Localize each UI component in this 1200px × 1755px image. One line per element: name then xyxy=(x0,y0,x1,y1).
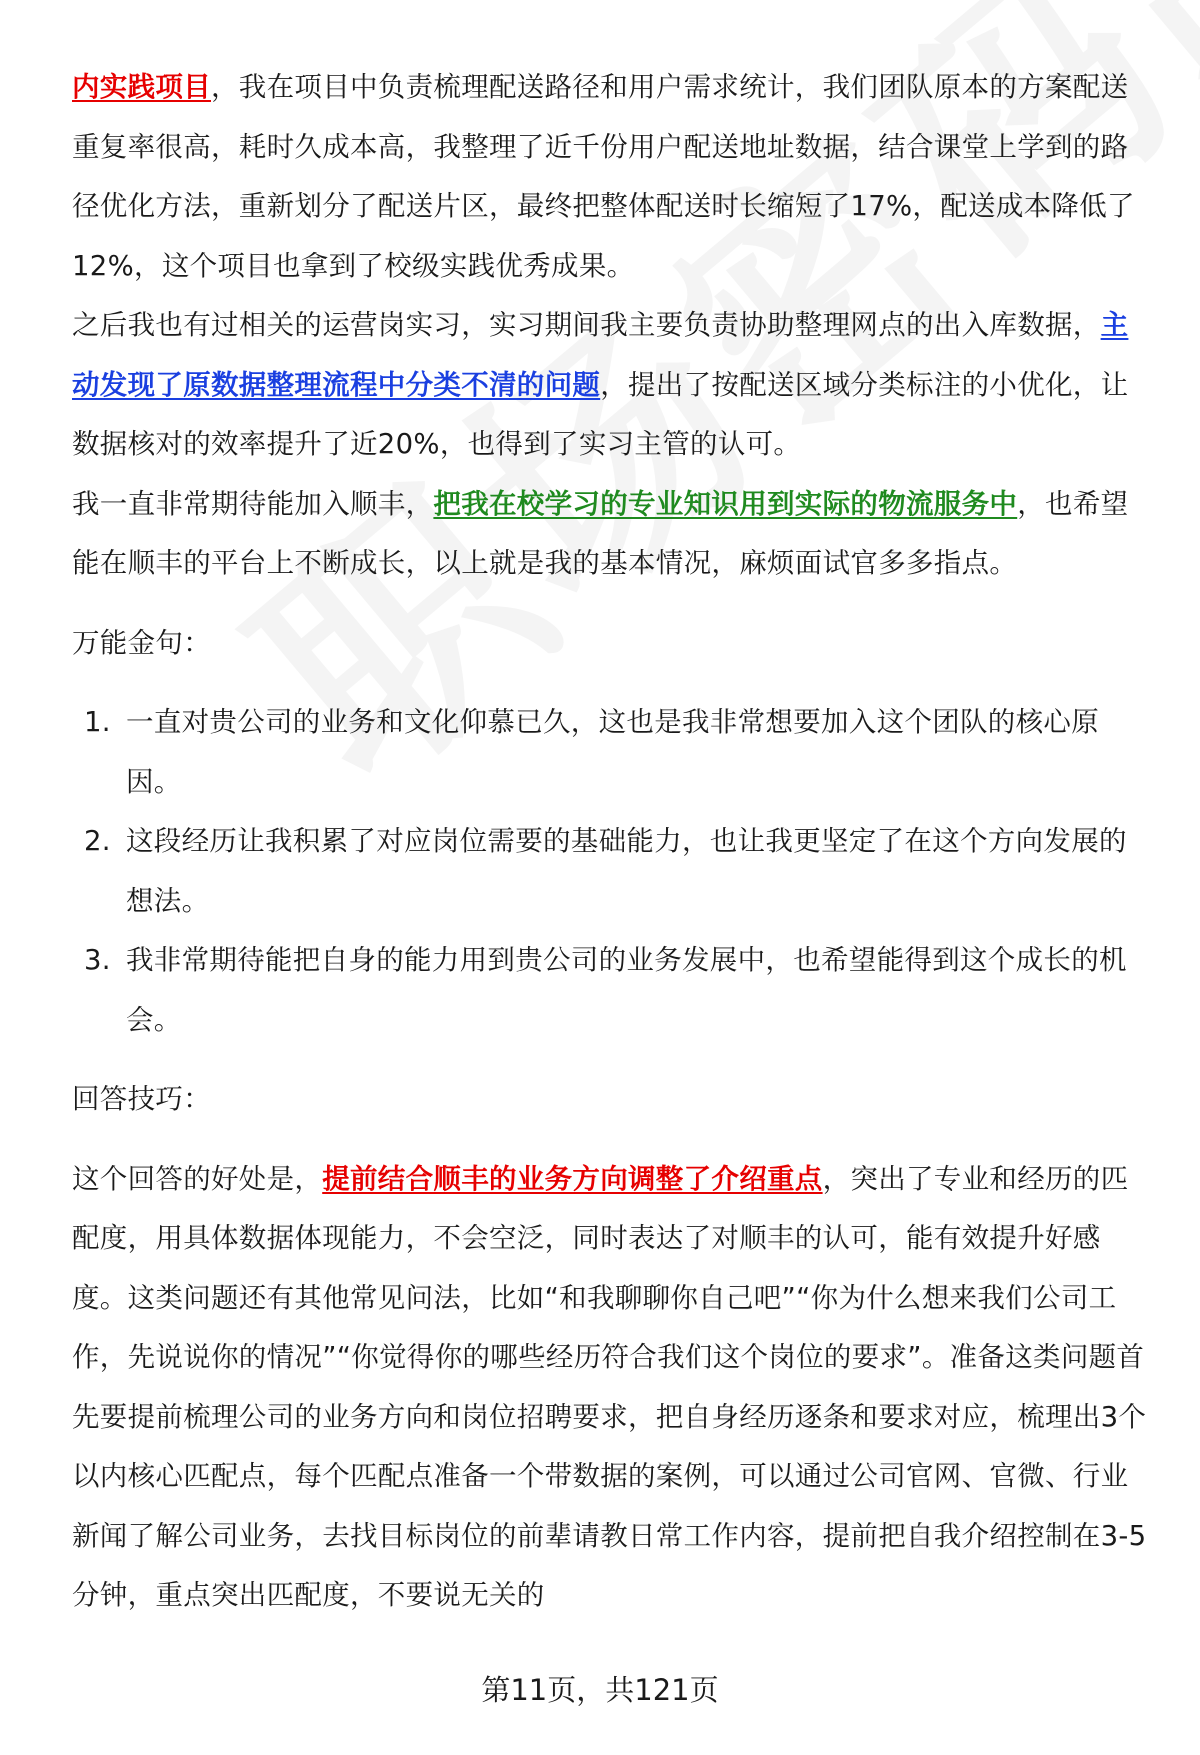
paragraph-motivation-after: ，也希望能在顺丰的平台上不断成长，以上就是我的基本情况，麻烦面试官多多指点。 xyxy=(72,487,1129,579)
highlight-tips: 提前结合顺丰的业务方向调整了介绍重点 xyxy=(322,1162,823,1195)
paragraph-tips xyxy=(72,1150,1150,1626)
paragraph-tips-before: 这个回答的好处是， xyxy=(72,1162,323,1195)
page-number: 第11页，共121页 xyxy=(481,1673,719,1707)
paragraph-project-text: ，我在项目中负责梳理配送路径和用户需求统计，我们团队原本的方案配送重复率很高，耗时久成本高，我整理了近千份用户配送地址数据，结合课堂上学到的路径优化方法，重新划分了配送片区，最终把整体配送时长缩短了17%，配送成本降低了12%，这个项目也拿到了校级实践优秀成果。 xyxy=(72,71,1135,282)
highlight-project: 内实践项目 xyxy=(72,71,211,103)
highlight-motivation: 把我在校学习的专业知识用到实际的物流服务中 xyxy=(433,487,1018,520)
list-item-number: 3. xyxy=(84,944,111,976)
list-item-text: 这段经历让我积累了对应岗位需要的基础能力，也让我更坚定了在这个方向发展的想法。 xyxy=(126,825,1127,917)
list-item-text: 我非常期待能把自身的能力用到贵公司的业务发展中，也希望能得到这个成长的机会。 xyxy=(126,944,1127,1036)
tips-heading: 回答技巧： xyxy=(72,1083,211,1115)
list-item-text: 一直对贵公司的业务和文化仰慕已久，这也是我非常想要加入这个团队的核心原因。 xyxy=(126,706,1099,798)
phrases-list xyxy=(72,693,1150,1050)
list-item-number: 1. xyxy=(84,706,111,738)
paragraph-motivation xyxy=(72,475,1150,594)
phrases-heading: 万能金句： xyxy=(72,626,211,659)
paragraph-motivation-before: 我一直非常期待能加入顺丰， xyxy=(72,487,434,520)
paragraph-internship xyxy=(72,296,1150,475)
list-item xyxy=(72,812,1150,931)
paragraph-tips-after: ，突出了专业和经历的匹配度，用具体数据体现能力，不会空泛，同时表达了对顺丰的认可，能有效提升好感度。这类问题还有其他常见问法，比如“和我聊聊你自己吧”“你为什么想来我们公司工作，先说说你的情况”“你觉得你的哪些经历符合我们这个岗位的要求”。准备这类问题首先要提前梳理公司的业务方向和岗位招聘要求，把自身经历逐条和要求对应，梳理出3个以内核心匹配点，每个匹配点准备一个带数据的案例，可以通过公司官网、官微、行业新闻了解公司业务，去找目标岗位的前辈请教日常工作内容，提前把自我介绍控制在3-5分钟，重点突出匹配度，不要说无关的 xyxy=(72,1162,1147,1611)
list-item xyxy=(72,931,1150,1050)
paragraph-internship-after: ，提出了按配送区域分类标注的小优化，让数据核对的效率提升了近20%，也得到了实习主管的认可。 xyxy=(72,368,1129,460)
list-item-number: 2. xyxy=(84,825,111,857)
paragraph-internship-before: 之后我也有过相关的运营岗实习，实习期间我主要负责协助整理网点的出入库数据， xyxy=(72,309,1101,341)
document-body xyxy=(72,58,1150,1626)
list-item xyxy=(72,693,1150,812)
paragraph-project xyxy=(72,58,1150,296)
highlight-internship: 主动发现了原数据整理流程中分类不清的问题 xyxy=(72,309,1129,401)
